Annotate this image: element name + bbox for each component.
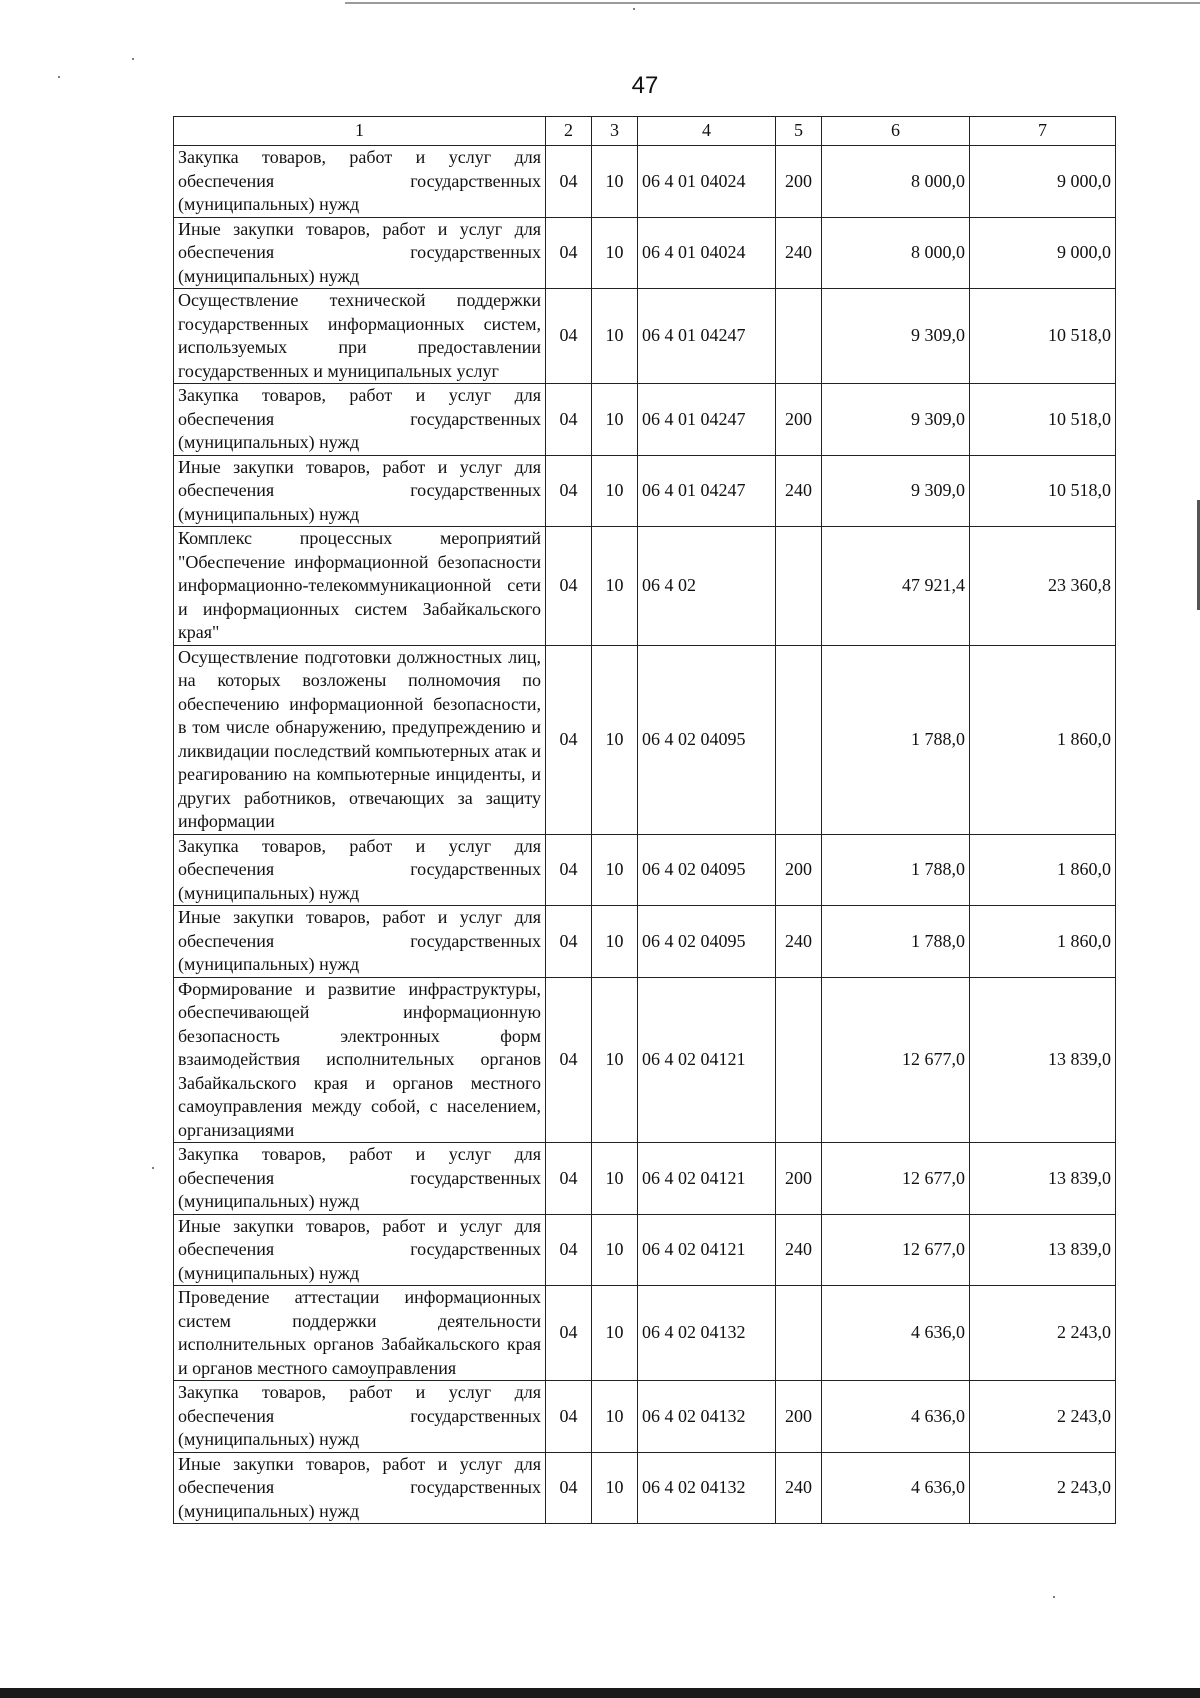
amount-col-6: 1 788,0 (822, 645, 970, 834)
amount-col-7: 10 518,0 (970, 384, 1116, 456)
amount-col-7: 2 243,0 (970, 1381, 1116, 1453)
item-name: Иные закупки товаров, работ и услуг для обеспечения государственных (муниципальных) нужд (174, 455, 546, 527)
section-code: 04 (546, 527, 592, 646)
amount-col-6: 4 636,0 (822, 1381, 970, 1453)
amount-col-6: 9 309,0 (822, 289, 970, 384)
subsection-code: 10 (592, 455, 638, 527)
amount-col-7: 1 860,0 (970, 834, 1116, 906)
item-name: Осуществление подготовки должностных лиц, на которых возложены полномочия по обеспечению информационной безопасности, в том числе обнаружению, предупреждению и ликвидации последствий компьютерных атак и реагированию на компьютерные инциденты, и других работников, отвечающих за защиту информации (174, 645, 546, 834)
amount-col-7: 9 000,0 (970, 146, 1116, 218)
scan-artifact-bottom-edge (0, 1688, 1200, 1698)
section-code: 04 (546, 834, 592, 906)
column-number: 5 (776, 117, 822, 146)
expense-type-code: 200 (776, 834, 822, 906)
item-name: Закупка товаров, работ и услуг для обеспечения государственных (муниципальных) нужд (174, 384, 546, 456)
subsection-code: 10 (592, 289, 638, 384)
table-row (174, 1143, 1116, 1215)
target-article-code: 06 4 02 04095 (638, 834, 776, 906)
expense-type-code: 200 (776, 146, 822, 218)
target-article-code: 06 4 02 (638, 527, 776, 646)
subsection-code: 10 (592, 1452, 638, 1524)
item-name: Проведение аттестации информационных систем поддержки деятельности исполнительных органов Забайкальского края и органов местного самоуправления (174, 1286, 546, 1381)
expense-type-code: 200 (776, 1381, 822, 1453)
section-code: 04 (546, 977, 592, 1143)
table-row (174, 527, 1116, 646)
scan-speck (132, 58, 134, 60)
expense-type-code (776, 977, 822, 1143)
item-name: Закупка товаров, работ и услуг для обеспечения государственных (муниципальных) нужд (174, 146, 546, 218)
item-name: Иные закупки товаров, работ и услуг для обеспечения государственных (муниципальных) нужд (174, 217, 546, 289)
amount-col-7: 10 518,0 (970, 455, 1116, 527)
expense-type-code (776, 645, 822, 834)
scan-artifact-top-line (345, 2, 1200, 4)
section-code: 04 (546, 1381, 592, 1453)
target-article-code: 06 4 02 04121 (638, 1214, 776, 1286)
subsection-code: 10 (592, 645, 638, 834)
expense-type-code: 240 (776, 1452, 822, 1524)
item-name: Иные закупки товаров, работ и услуг для обеспечения государственных (муниципальных) нужд (174, 1452, 546, 1524)
table-row (174, 1214, 1116, 1286)
target-article-code: 06 4 02 04095 (638, 906, 776, 978)
subsection-code: 10 (592, 146, 638, 218)
subsection-code: 10 (592, 1143, 638, 1215)
amount-col-7: 1 860,0 (970, 645, 1116, 834)
scan-speck (152, 1167, 154, 1169)
target-article-code: 06 4 02 04132 (638, 1286, 776, 1381)
amount-col-7: 10 518,0 (970, 289, 1116, 384)
table-row (174, 906, 1116, 978)
table-row (174, 217, 1116, 289)
item-name: Закупка товаров, работ и услуг для обеспечения государственных (муниципальных) нужд (174, 1381, 546, 1453)
amount-col-6: 12 677,0 (822, 1214, 970, 1286)
column-number: 1 (174, 117, 546, 146)
item-name: Иные закупки товаров, работ и услуг для обеспечения государственных (муниципальных) нужд (174, 906, 546, 978)
subsection-code: 10 (592, 977, 638, 1143)
column-number: 4 (638, 117, 776, 146)
amount-col-6: 12 677,0 (822, 977, 970, 1143)
amount-col-7: 2 243,0 (970, 1452, 1116, 1524)
table-row (174, 146, 1116, 218)
column-number: 7 (970, 117, 1116, 146)
page-number: 47 (631, 72, 659, 99)
table-row (174, 1286, 1116, 1381)
target-article-code: 06 4 01 04247 (638, 384, 776, 456)
subsection-code: 10 (592, 1214, 638, 1286)
column-number: 6 (822, 117, 970, 146)
section-code: 04 (546, 455, 592, 527)
section-code: 04 (546, 384, 592, 456)
item-name: Закупка товаров, работ и услуг для обеспечения государственных (муниципальных) нужд (174, 834, 546, 906)
subsection-code: 10 (592, 384, 638, 456)
item-name: Комплекс процессных мероприятий "Обеспечение информационной безопасности информационно-телекоммуникационной сети и информационных систем Забайкальского края" (174, 527, 546, 646)
target-article-code: 06 4 02 04121 (638, 1143, 776, 1215)
table-row (174, 834, 1116, 906)
amount-col-6: 47 921,4 (822, 527, 970, 646)
section-code: 04 (546, 645, 592, 834)
column-number: 3 (592, 117, 638, 146)
table-row (174, 1381, 1116, 1453)
subsection-code: 10 (592, 527, 638, 646)
table-row (174, 455, 1116, 527)
subsection-code: 10 (592, 906, 638, 978)
table-row (174, 977, 1116, 1143)
budget-table (173, 116, 1116, 1524)
expense-type-code: 240 (776, 906, 822, 978)
target-article-code: 06 4 02 04132 (638, 1381, 776, 1453)
target-article-code: 06 4 01 04247 (638, 455, 776, 527)
scan-speck (1053, 1596, 1055, 1598)
amount-col-6: 9 309,0 (822, 455, 970, 527)
expense-type-code: 240 (776, 455, 822, 527)
amount-col-6: 4 636,0 (822, 1286, 970, 1381)
amount-col-6: 1 788,0 (822, 834, 970, 906)
subsection-code: 10 (592, 1381, 638, 1453)
section-code: 04 (546, 1143, 592, 1215)
amount-col-6: 8 000,0 (822, 217, 970, 289)
amount-col-6: 8 000,0 (822, 146, 970, 218)
amount-col-7: 2 243,0 (970, 1286, 1116, 1381)
subsection-code: 10 (592, 217, 638, 289)
amount-col-6: 4 636,0 (822, 1452, 970, 1524)
expense-type-code: 240 (776, 217, 822, 289)
expense-type-code (776, 289, 822, 384)
table-row (174, 1452, 1116, 1524)
amount-col-7: 13 839,0 (970, 1143, 1116, 1215)
target-article-code: 06 4 01 04024 (638, 146, 776, 218)
item-name: Иные закупки товаров, работ и услуг для обеспечения государственных (муниципальных) нужд (174, 1214, 546, 1286)
amount-col-6: 12 677,0 (822, 1143, 970, 1215)
table-row (174, 645, 1116, 834)
item-name: Закупка товаров, работ и услуг для обеспечения государственных (муниципальных) нужд (174, 1143, 546, 1215)
target-article-code: 06 4 02 04095 (638, 645, 776, 834)
item-name: Осуществление технической поддержки государственных информационных систем, используемых при предоставлении государственных и муниципальных услуг (174, 289, 546, 384)
target-article-code: 06 4 02 04132 (638, 1452, 776, 1524)
expense-type-code: 200 (776, 1143, 822, 1215)
amount-col-7: 13 839,0 (970, 977, 1116, 1143)
subsection-code: 10 (592, 834, 638, 906)
section-code: 04 (546, 217, 592, 289)
expense-type-code (776, 527, 822, 646)
column-number: 2 (546, 117, 592, 146)
amount-col-7: 13 839,0 (970, 1214, 1116, 1286)
amount-col-7: 23 360,8 (970, 527, 1116, 646)
target-article-code: 06 4 01 04247 (638, 289, 776, 384)
item-name: Формирование и развитие инфраструктуры, обеспечивающей информационную безопасность электронных форм взаимодействия исполнительных органов Забайкальского края и органов местного самоуправления между собой, с населением, организациями (174, 977, 546, 1143)
expense-type-code: 240 (776, 1214, 822, 1286)
expense-type-code: 200 (776, 384, 822, 456)
table-row (174, 384, 1116, 456)
target-article-code: 06 4 02 04121 (638, 977, 776, 1143)
table-row (174, 289, 1116, 384)
scan-speck (633, 8, 635, 10)
amount-col-7: 9 000,0 (970, 217, 1116, 289)
table-body (174, 146, 1116, 1524)
section-code: 04 (546, 146, 592, 218)
amount-col-7: 1 860,0 (970, 906, 1116, 978)
target-article-code: 06 4 01 04024 (638, 217, 776, 289)
section-code: 04 (546, 1286, 592, 1381)
column-number-row (174, 117, 1116, 146)
subsection-code: 10 (592, 1286, 638, 1381)
section-code: 04 (546, 289, 592, 384)
section-code: 04 (546, 906, 592, 978)
amount-col-6: 1 788,0 (822, 906, 970, 978)
amount-col-6: 9 309,0 (822, 384, 970, 456)
section-code: 04 (546, 1452, 592, 1524)
section-code: 04 (546, 1214, 592, 1286)
expense-type-code (776, 1286, 822, 1381)
